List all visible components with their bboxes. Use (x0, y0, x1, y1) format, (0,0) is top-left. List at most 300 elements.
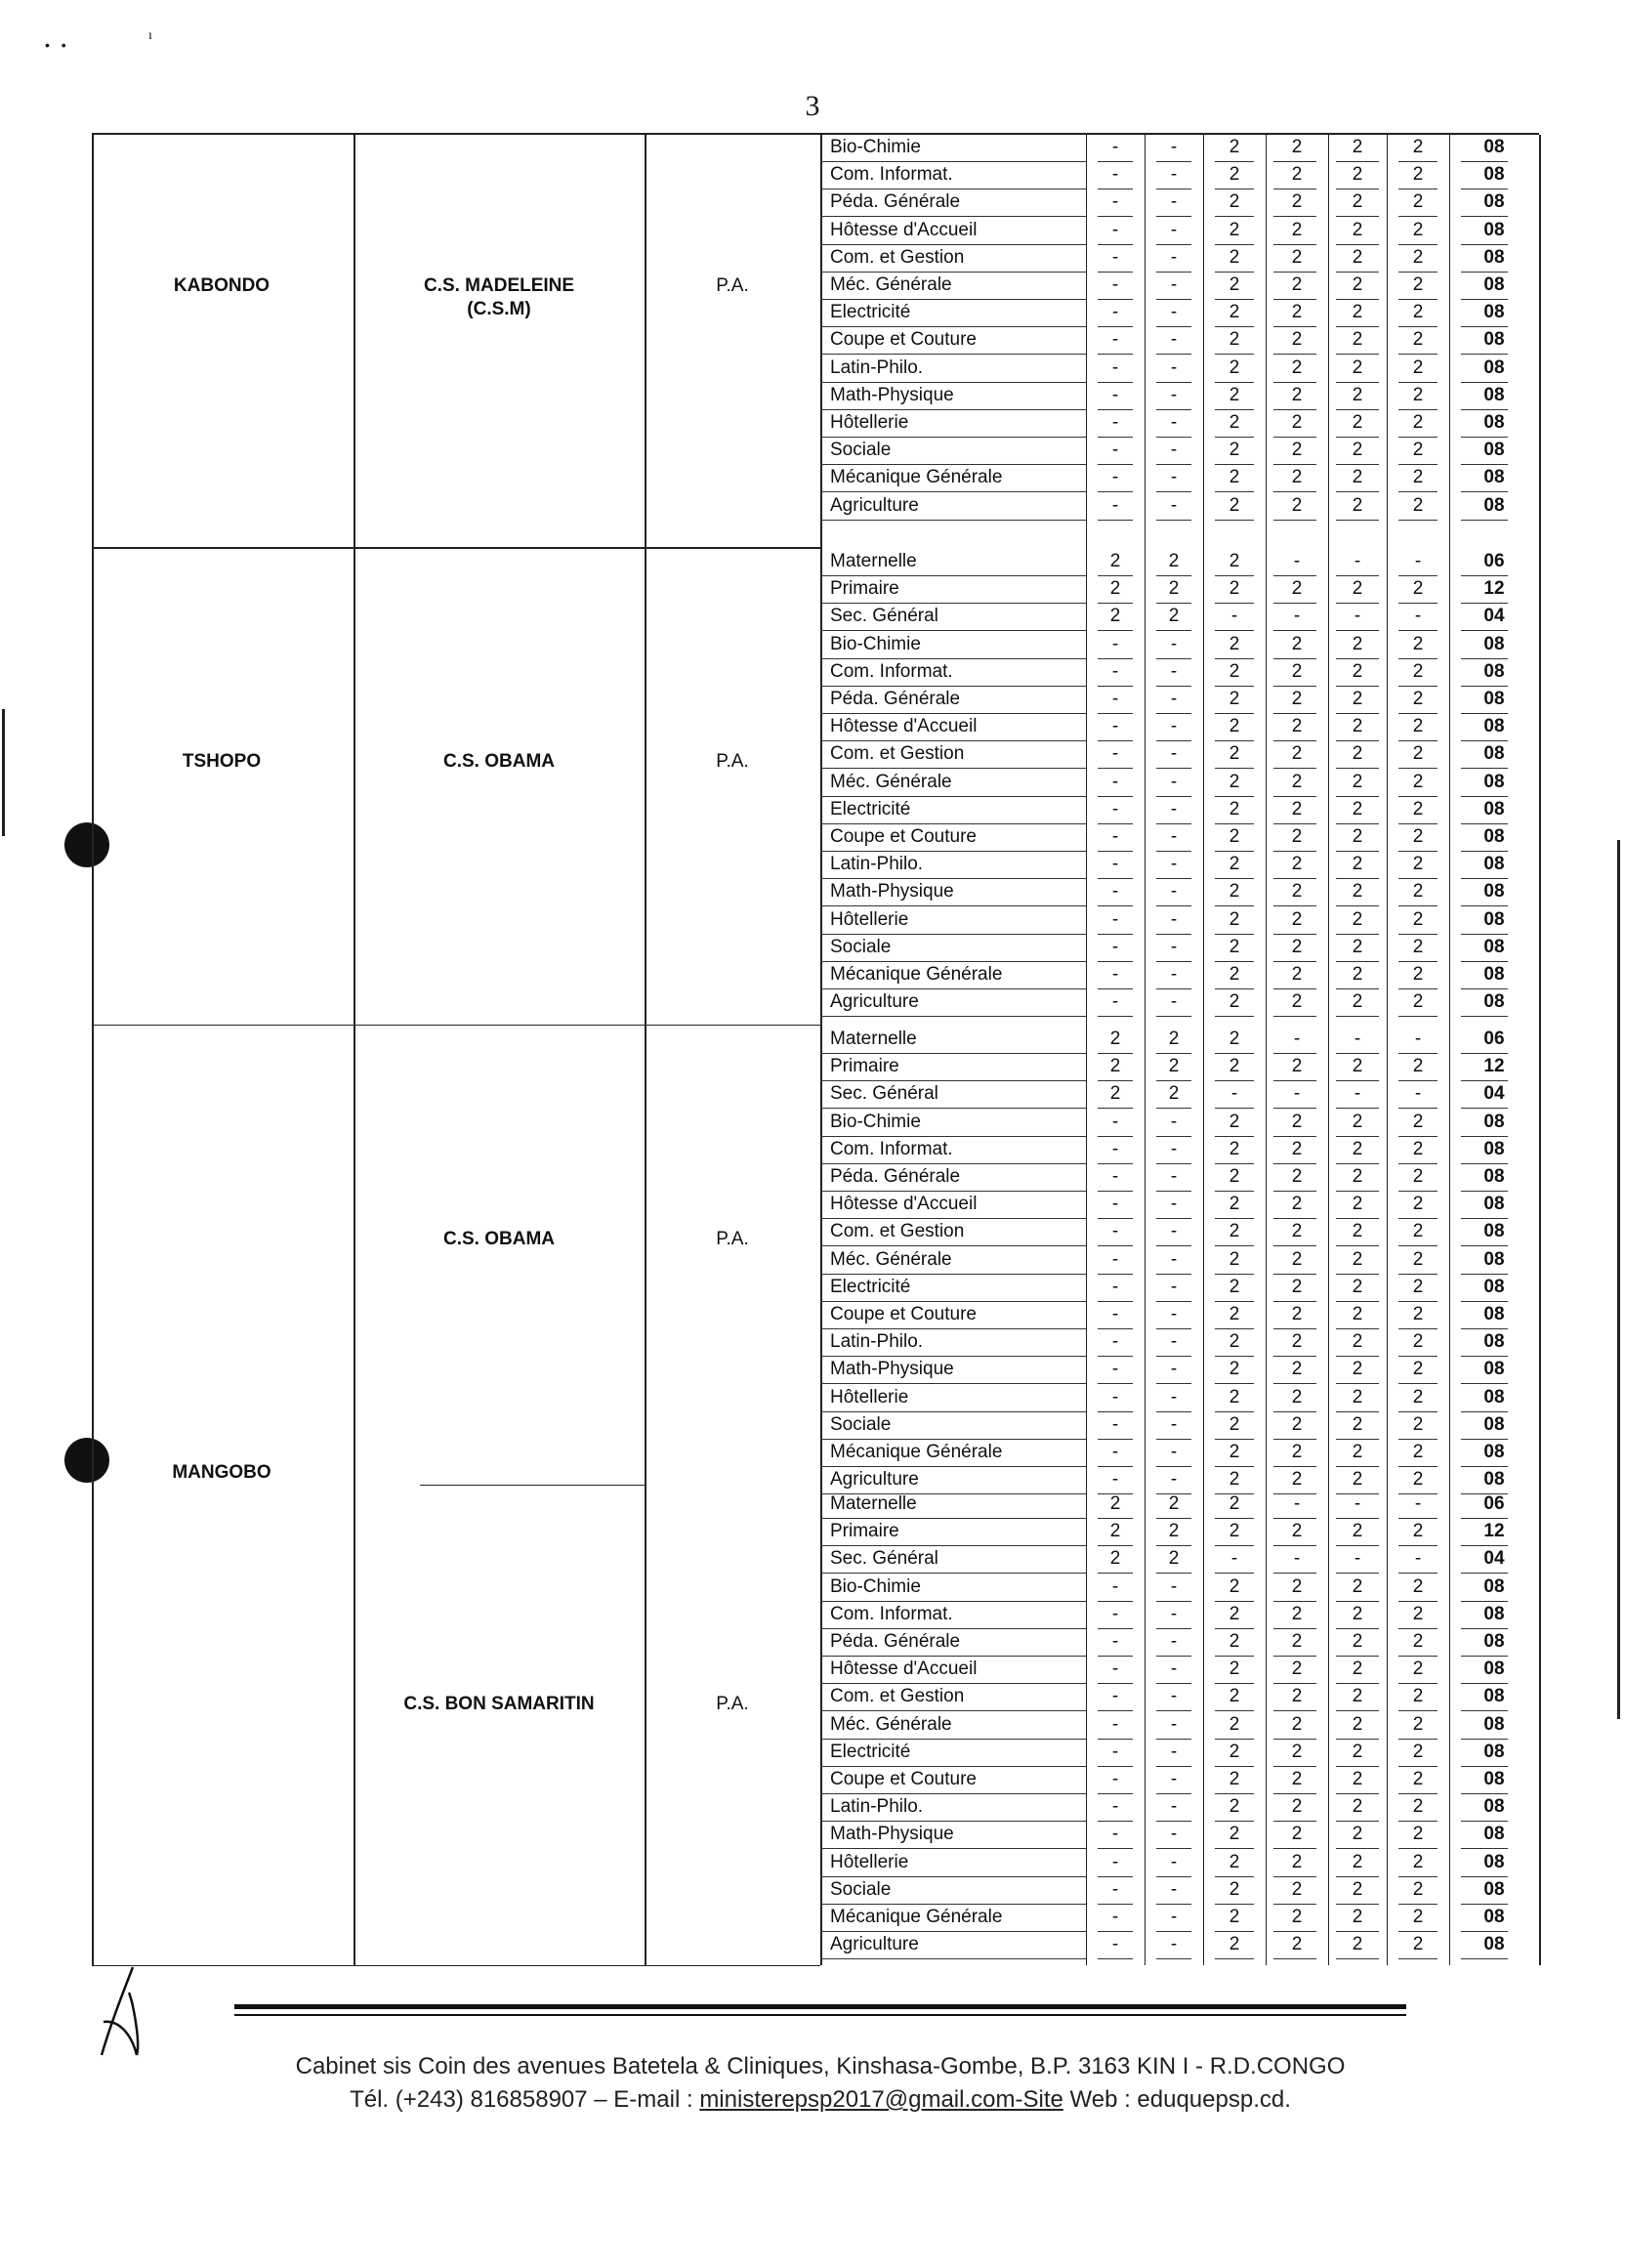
count-cell: 2 (1229, 1796, 1240, 1818)
count-cell: 2 (1412, 274, 1424, 295)
count-cell: 2 (1229, 1521, 1240, 1542)
count-cell: 2 (1291, 716, 1303, 737)
total-cell: 08 (1483, 1304, 1505, 1324)
count-cell: 2 (1291, 219, 1303, 240)
count-cell: 2 (1412, 1248, 1424, 1270)
total-cell: 08 (1483, 440, 1505, 461)
count-cell: 2 (1412, 771, 1424, 792)
count-cell: 2 (1291, 1166, 1303, 1187)
count-cell: 2 (1109, 1083, 1121, 1105)
count-cell: 2 (1291, 1276, 1303, 1297)
option-name: Electricité (830, 302, 911, 323)
cell-underline (1336, 1958, 1379, 1959)
count-cell: 2 (1412, 1413, 1424, 1435)
count-cell: - (1170, 302, 1178, 323)
total-cell: 08 (1483, 1413, 1505, 1435)
total-cell: 12 (1483, 1521, 1505, 1542)
count-cell: 2 (1412, 467, 1424, 488)
count-cell: - (1111, 1769, 1119, 1789)
count-cell: 2 (1229, 1442, 1240, 1462)
school-name (355, 750, 643, 774)
count-cell: - (1170, 1166, 1178, 1187)
count-cell: 2 (1412, 689, 1424, 709)
count-cell: - (1170, 633, 1178, 654)
count-cell: 2 (1412, 881, 1424, 903)
count-cell: 2 (1352, 1878, 1363, 1900)
option-name: Mécanique Générale (830, 467, 1003, 488)
row-rule (820, 1016, 1086, 1017)
table-row (820, 1302, 1539, 1329)
count-cell: 2 (1352, 1769, 1363, 1789)
count-cell: - (1111, 1878, 1119, 1900)
table-bottom-rule (92, 1965, 820, 1966)
total-cell: 08 (1483, 826, 1505, 847)
group-separator (92, 1025, 820, 1026)
total-cell: 06 (1483, 1029, 1505, 1049)
count-cell: 2 (1412, 302, 1424, 323)
option-name: Com. et Gestion (830, 743, 965, 765)
count-cell: - (1111, 494, 1119, 516)
count-cell: 2 (1352, 191, 1363, 213)
count-cell: 2 (1412, 191, 1424, 213)
total-cell: 08 (1483, 1713, 1505, 1735)
option-name: Primaire (830, 1521, 899, 1542)
count-cell: 2 (1229, 633, 1240, 654)
count-cell: - (1170, 467, 1178, 488)
table-row (820, 1546, 1539, 1574)
count-cell: 2 (1412, 1824, 1424, 1845)
count-cell: - (1111, 1686, 1119, 1707)
table-row (820, 1684, 1539, 1711)
count-cell: - (1170, 1469, 1178, 1491)
option-name: Bio-Chimie (830, 633, 921, 654)
count-cell: 2 (1412, 440, 1424, 461)
count-cell: 2 (1291, 633, 1303, 654)
count-cell: 2 (1168, 606, 1180, 627)
count-cell: 2 (1109, 578, 1121, 600)
total-cell: 12 (1483, 578, 1505, 600)
total-cell: 08 (1483, 1221, 1505, 1242)
count-cell: 2 (1229, 1221, 1240, 1242)
count-cell: 2 (1352, 743, 1363, 765)
count-cell: 2 (1291, 936, 1303, 957)
option-name: Agriculture (830, 1934, 919, 1955)
table-row (820, 935, 1539, 962)
category-label: P.A. (716, 1228, 749, 1249)
count-cell: 2 (1291, 1138, 1303, 1159)
total-cell: 08 (1483, 1631, 1505, 1652)
option-name: Electricité (830, 798, 911, 819)
count-cell: 2 (1291, 274, 1303, 295)
table-row (820, 824, 1539, 852)
count-cell: - (1111, 1248, 1119, 1270)
count-cell: - (1354, 606, 1361, 627)
count-cell: 2 (1352, 854, 1363, 875)
count-cell: 2 (1352, 1359, 1363, 1380)
school-separator (420, 1485, 645, 1486)
total-cell: 08 (1483, 302, 1505, 323)
option-name: Hôtesse d'Accueil (830, 716, 978, 737)
count-cell: 2 (1352, 881, 1363, 903)
count-cell: 2 (1109, 1521, 1121, 1542)
count-cell: 2 (1352, 329, 1363, 351)
count-cell: 2 (1229, 1111, 1240, 1132)
cell-underline (1215, 1958, 1254, 1959)
count-cell: 2 (1229, 771, 1240, 792)
option-name: Péda. Générale (830, 689, 961, 709)
count-cell: 2 (1291, 743, 1303, 765)
count-cell: 2 (1412, 578, 1424, 600)
option-name: Com. et Gestion (830, 246, 965, 268)
count-cell: 2 (1291, 1221, 1303, 1242)
count-cell: - (1170, 1359, 1178, 1380)
count-cell: - (1111, 440, 1119, 461)
school-name-line: C.S. BON SAMARITIN (403, 1693, 595, 1714)
cell-underline (1273, 1958, 1316, 1959)
table-vertical-rule (1539, 135, 1541, 1965)
count-cell: 2 (1412, 1631, 1424, 1652)
total-cell: 08 (1483, 246, 1505, 268)
total-cell: 08 (1483, 467, 1505, 488)
count-cell: 2 (1412, 964, 1424, 985)
count-cell: 2 (1168, 1548, 1180, 1570)
count-cell: 2 (1412, 908, 1424, 930)
count-cell: - (1170, 689, 1178, 709)
count-cell: 2 (1229, 991, 1240, 1013)
cell-underline (1156, 520, 1191, 521)
count-cell: 2 (1291, 1934, 1303, 1955)
row-rule (820, 1958, 1086, 1959)
count-cell: 2 (1229, 854, 1240, 875)
count-cell: - (1293, 1029, 1301, 1049)
count-cell: 2 (1291, 1824, 1303, 1845)
count-cell: 2 (1229, 1276, 1240, 1297)
total-cell: 08 (1483, 716, 1505, 737)
count-cell: 2 (1412, 357, 1424, 378)
cell-underline (1098, 1958, 1133, 1959)
count-cell: 2 (1291, 1248, 1303, 1270)
count-cell: 2 (1291, 1575, 1303, 1597)
table-row (820, 1629, 1539, 1657)
table-row (820, 465, 1539, 492)
count-cell: 2 (1168, 1029, 1180, 1049)
total-cell: 08 (1483, 1824, 1505, 1845)
table-row (820, 1657, 1539, 1684)
count-cell: - (1170, 1442, 1178, 1462)
count-cell: 2 (1412, 1659, 1424, 1680)
count-cell: 2 (1229, 1331, 1240, 1353)
count-cell: 2 (1412, 137, 1424, 157)
total-cell: 08 (1483, 1796, 1505, 1818)
option-name: Mécanique Générale (830, 1907, 1003, 1927)
count-cell: - (1111, 137, 1119, 157)
count-cell: 2 (1109, 1548, 1121, 1570)
count-cell: 2 (1412, 716, 1424, 737)
signature (94, 1963, 152, 2061)
count-cell: 2 (1291, 1659, 1303, 1680)
count-cell: 2 (1291, 1713, 1303, 1735)
option-name: Hôtellerie (830, 908, 909, 930)
table-row (820, 797, 1539, 824)
count-cell: - (1293, 1083, 1301, 1105)
option-name: Electricité (830, 1741, 911, 1762)
footer-rule (234, 2004, 1406, 2009)
option-name: Méc. Générale (830, 1713, 952, 1735)
option-name: Coupe et Couture (830, 329, 977, 351)
table-row (820, 273, 1539, 300)
option-name: Coupe et Couture (830, 1769, 977, 1789)
total-cell: 08 (1483, 384, 1505, 405)
count-cell: 2 (1291, 1413, 1303, 1435)
count-cell: - (1111, 908, 1119, 930)
cell-underline (1336, 520, 1379, 521)
count-cell: 2 (1412, 164, 1424, 186)
count-cell: - (1170, 771, 1178, 792)
count-cell: - (1170, 908, 1178, 930)
count-cell: 2 (1229, 689, 1240, 709)
count-cell: 2 (1352, 1796, 1363, 1818)
count-cell: - (1111, 660, 1119, 682)
cell-underline (1398, 1016, 1438, 1017)
option-name: Hôtellerie (830, 1851, 909, 1872)
count-cell: 2 (1229, 1907, 1240, 1927)
count-cell: 2 (1412, 633, 1424, 654)
total-cell: 08 (1483, 494, 1505, 516)
option-name: Maternelle (830, 1029, 917, 1049)
school-name (355, 274, 643, 321)
count-cell: 2 (1412, 826, 1424, 847)
count-cell: 2 (1229, 1603, 1240, 1624)
count-cell: 2 (1352, 1713, 1363, 1735)
table-row (820, 1822, 1539, 1849)
table-row (820, 135, 1539, 162)
total-cell: 08 (1483, 771, 1505, 792)
count-cell: 2 (1291, 246, 1303, 268)
count-cell: - (1293, 1493, 1301, 1514)
count-cell: - (1414, 1493, 1422, 1514)
count-cell: - (1170, 219, 1178, 240)
count-cell: 2 (1412, 1331, 1424, 1353)
count-cell: - (1170, 1769, 1178, 1789)
table-row (820, 218, 1539, 245)
count-cell: - (1111, 1824, 1119, 1845)
cell-underline (1215, 1016, 1254, 1017)
count-cell: 2 (1229, 798, 1240, 819)
count-cell: - (1230, 1548, 1238, 1570)
count-cell: 2 (1352, 412, 1363, 433)
table-row (820, 714, 1539, 741)
school-name (355, 1228, 643, 1251)
count-cell: 2 (1229, 1029, 1240, 1049)
count-cell: 2 (1229, 1359, 1240, 1380)
count-cell: 2 (1412, 1166, 1424, 1187)
count-cell: 2 (1229, 1304, 1240, 1324)
table-row (820, 300, 1539, 327)
count-cell: - (1111, 1304, 1119, 1324)
count-cell: 2 (1352, 357, 1363, 378)
count-cell: 2 (1109, 1056, 1121, 1077)
count-cell: 2 (1168, 578, 1180, 600)
count-cell: 2 (1412, 743, 1424, 765)
count-cell: 2 (1412, 1442, 1424, 1462)
count-cell: 2 (1412, 1769, 1424, 1789)
count-cell: - (1293, 551, 1301, 571)
option-name: Com. Informat. (830, 1138, 953, 1159)
count-cell: 2 (1229, 246, 1240, 268)
count-cell: 2 (1291, 881, 1303, 903)
count-cell: 2 (1352, 1469, 1363, 1491)
count-cell: 2 (1412, 1934, 1424, 1955)
count-cell: - (1111, 1111, 1119, 1132)
total-cell: 08 (1483, 689, 1505, 709)
option-name: Maternelle (830, 1493, 917, 1514)
cell-underline (1461, 1016, 1508, 1017)
count-cell: - (1170, 798, 1178, 819)
count-cell: - (1170, 1331, 1178, 1353)
count-cell: 2 (1229, 551, 1240, 571)
count-cell: 2 (1291, 660, 1303, 682)
total-cell: 08 (1483, 1469, 1505, 1491)
option-name: Primaire (830, 578, 899, 600)
count-cell: 2 (1352, 1659, 1363, 1680)
count-cell: - (1111, 412, 1119, 433)
count-cell: - (1170, 1934, 1178, 1955)
province-label-mangobo: MANGOBO (172, 1462, 271, 1483)
count-cell: 2 (1352, 689, 1363, 709)
count-cell: 2 (1291, 1386, 1303, 1407)
count-cell: - (1111, 1359, 1119, 1380)
count-cell: 2 (1291, 1304, 1303, 1324)
count-cell: 2 (1352, 936, 1363, 957)
count-cell: 2 (1229, 578, 1240, 600)
option-name: Sec. Général (830, 606, 938, 627)
count-cell: 2 (1291, 771, 1303, 792)
count-cell: 2 (1352, 1686, 1363, 1707)
table-row (820, 1027, 1539, 1054)
table-row (820, 962, 1539, 989)
total-cell: 08 (1483, 1359, 1505, 1380)
count-cell: - (1170, 1603, 1178, 1624)
count-cell: 2 (1352, 964, 1363, 985)
count-cell: 2 (1291, 1907, 1303, 1927)
count-cell: - (1111, 1413, 1119, 1435)
count-cell: - (1354, 1083, 1361, 1105)
count-cell: 2 (1291, 467, 1303, 488)
option-name: Coupe et Couture (830, 1304, 977, 1324)
option-name: Méc. Générale (830, 1248, 952, 1270)
count-cell: - (1170, 1851, 1178, 1872)
table-row (820, 1357, 1539, 1384)
count-cell: 2 (1229, 1166, 1240, 1187)
total-cell: 08 (1483, 1194, 1505, 1215)
count-cell: - (1111, 1575, 1119, 1597)
count-cell: - (1414, 551, 1422, 571)
count-cell: 2 (1352, 1304, 1363, 1324)
option-name: Com. Informat. (830, 164, 953, 186)
count-cell: 2 (1352, 1934, 1363, 1955)
count-cell: 2 (1291, 137, 1303, 157)
count-cell: 2 (1352, 1907, 1363, 1927)
count-cell: - (1170, 246, 1178, 268)
table-row (820, 1219, 1539, 1246)
count-cell: 2 (1352, 633, 1363, 654)
count-cell: 2 (1229, 743, 1240, 765)
table-row (820, 1329, 1539, 1357)
count-cell: 2 (1291, 1741, 1303, 1762)
count-cell: 2 (1352, 1331, 1363, 1353)
count-cell: - (1170, 1111, 1178, 1132)
count-cell: 2 (1352, 274, 1363, 295)
table-row (820, 1192, 1539, 1219)
category-label: P.A. (716, 275, 749, 297)
option-name: Sociale (830, 1413, 892, 1435)
table-row (820, 741, 1539, 769)
count-cell: 2 (1168, 1493, 1180, 1514)
count-cell: 2 (1229, 494, 1240, 516)
option-name: Math-Physique (830, 384, 954, 405)
count-cell: 2 (1352, 1276, 1363, 1297)
option-name: Sociale (830, 440, 892, 461)
option-name: Hôtesse d'Accueil (830, 219, 978, 240)
total-cell: 04 (1483, 1548, 1505, 1570)
table-row (820, 1110, 1539, 1137)
option-name: Agriculture (830, 494, 919, 516)
table-row (820, 438, 1539, 465)
province-label-tshopo: TSHOPO (182, 750, 262, 772)
school-name-line: C.S. OBAMA (443, 1228, 555, 1249)
table-vertical-rule (645, 135, 646, 1965)
cell-underline (1398, 1958, 1438, 1959)
count-cell: 2 (1229, 964, 1240, 985)
count-cell: 2 (1352, 1851, 1363, 1872)
total-cell: 08 (1483, 1851, 1505, 1872)
footer-rule-thin (234, 2014, 1406, 2016)
count-cell: 2 (1229, 329, 1240, 351)
total-cell: 08 (1483, 881, 1505, 903)
total-cell: 08 (1483, 329, 1505, 351)
count-cell: 2 (1352, 1575, 1363, 1597)
count-cell: - (1111, 219, 1119, 240)
school-name-line: C.S. MADELEINE (423, 275, 575, 297)
count-cell: - (1170, 494, 1178, 516)
option-name: Péda. Générale (830, 1166, 961, 1187)
count-cell: 2 (1291, 689, 1303, 709)
table-row (820, 1850, 1539, 1877)
count-cell: 2 (1291, 1331, 1303, 1353)
table-row (820, 770, 1539, 797)
count-cell: - (1111, 964, 1119, 985)
school-name-line: (C.S.M) (467, 299, 531, 320)
count-cell: 2 (1229, 1631, 1240, 1652)
count-cell: - (1170, 991, 1178, 1013)
count-cell: 2 (1168, 1056, 1180, 1077)
cell-underline (1156, 1016, 1191, 1017)
count-cell: - (1170, 440, 1178, 461)
count-cell: - (1111, 1741, 1119, 1762)
count-cell: 2 (1229, 1056, 1240, 1077)
total-cell: 08 (1483, 633, 1505, 654)
count-cell: - (1111, 1907, 1119, 1927)
table-row (820, 1932, 1539, 1959)
table-row (820, 245, 1539, 273)
total-cell: 08 (1483, 1442, 1505, 1462)
scan-mark: ı (148, 28, 152, 43)
footer-email-link[interactable]: ministerepsp2017@gmail.com-Site (699, 2086, 1063, 2113)
total-cell: 08 (1483, 1686, 1505, 1707)
count-cell: - (1170, 357, 1178, 378)
count-cell: 2 (1229, 1138, 1240, 1159)
count-cell: 2 (1291, 1194, 1303, 1215)
